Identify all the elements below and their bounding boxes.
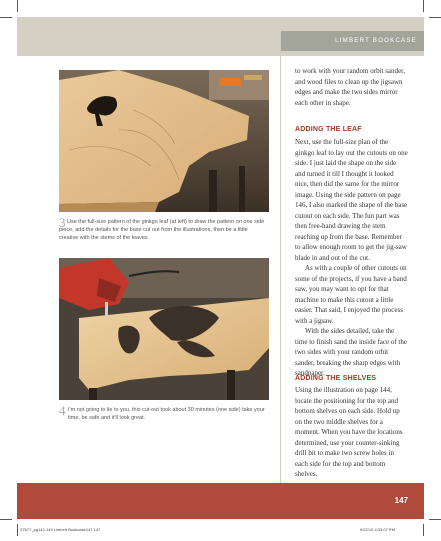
photo-ginkgo-pattern-image bbox=[59, 70, 269, 212]
body-text-leaf bbox=[295, 137, 408, 379]
body-text-shelves bbox=[295, 385, 408, 480]
paragraph-leaf-1: Next, use the full-size plan of the ginkgo leaf to lay out the cutouts on one side. I just laid the shape on the side and turned it till I thought it looked nice, then did the same for the mirror image. Using the side pattern on page 146, I also marked the shape of the base cutout on each side. The fun part was then free-hand drawing the stem reaching up from the base. Remember to allow enough room to get the jig-saw blade in and out of the cut. bbox=[295, 138, 408, 262]
column-divider bbox=[280, 31, 281, 483]
print-slug-left: Z7677_pg142-149 Limbert Bookcase147 147 bbox=[20, 527, 101, 532]
footer-band bbox=[17, 483, 424, 519]
paragraph-shelves: Using the illustration on page 144, locate the positioning for the top and bottom shelves on each side. Hold up on the two middle shelves for a moment. When you have the locations determined, use your counter-sinking drill bit to make two screw holes in each side for the top and bottom shelves. bbox=[295, 386, 403, 478]
body-text-intro bbox=[295, 66, 408, 108]
crop-mark bbox=[423, 0, 424, 12]
crop-mark bbox=[0, 17, 12, 18]
photo-caption-4: I'm not going to lie to you, this cut-out took about 30 minutes (one side) take your time, be safe and it'll look great. bbox=[68, 407, 265, 421]
crop-mark bbox=[0, 519, 12, 520]
crop-mark bbox=[17, 524, 18, 536]
page-number: 147 bbox=[394, 496, 408, 505]
crop-mark bbox=[423, 524, 424, 536]
photo-caption-3: Use the full-size pattern of the ginkgo leaf (at left) to draw the pattern on one side piece, add the details for the base cut out from the illustrations, then be a little creative with the stems of the leaves. bbox=[59, 219, 265, 241]
crop-mark bbox=[429, 519, 441, 520]
paragraph-leaf-2: As with a couple of other cutouts on some of the projects, if you have a band saw, you may want to opt for that machine to make this cutout a little easier. That said, I enjoyed the process with a jigsaw. bbox=[295, 264, 407, 325]
paragraph-intro: to work with your random orbit sander, and wood files to clean up the jigsawn edges and make the two sides mirror each other in shape. bbox=[295, 67, 405, 107]
crop-mark bbox=[429, 17, 441, 18]
caption-number-4: 4 bbox=[59, 403, 66, 418]
caption-number-3: 3 bbox=[59, 215, 66, 230]
heading-adding-the-shelves: ADDING THE SHELVES bbox=[295, 375, 377, 382]
heading-adding-the-leaf: ADDING THE LEAF bbox=[295, 126, 362, 133]
crop-mark bbox=[17, 0, 18, 12]
photo-ginkgo-pattern bbox=[59, 70, 269, 212]
print-slug-right: 9/22/10 4:33:07 PM bbox=[360, 527, 395, 532]
running-header: LIMBERT BOOKCASE bbox=[335, 38, 417, 44]
photo-jigsaw-cutout-image bbox=[59, 258, 269, 400]
paragraph-leaf-3: With the sides detailed, take the time to finish sand the inside face of the two sides with your random orbit sander, breaking the sharp edges with sandpaper. bbox=[295, 327, 407, 377]
photo-jigsaw-cutout bbox=[59, 258, 269, 400]
